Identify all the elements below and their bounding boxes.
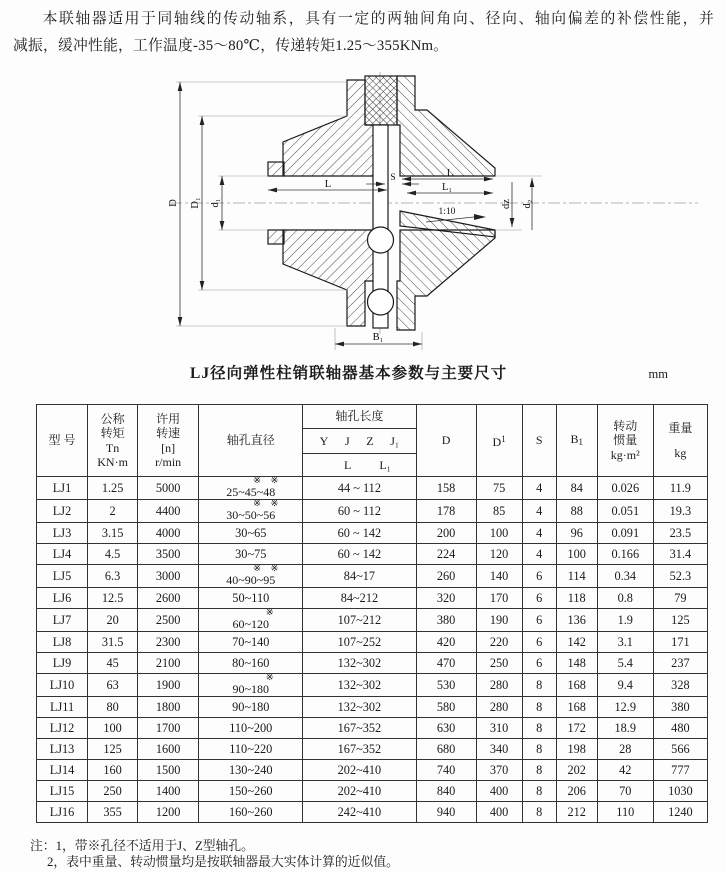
asterisk-markers: ※ ※: [253, 476, 279, 486]
cell-B1: 88: [556, 500, 597, 523]
header-speed-line: r/min: [155, 455, 182, 469]
cell-inertia: 110: [597, 802, 653, 823]
cell-B1: 118: [556, 588, 597, 609]
footnotes: [30, 839, 399, 870]
bore-dim-L1: L₁: [379, 457, 391, 472]
header-inertia-line: 惯量: [613, 433, 638, 448]
cell-speed: 1900: [138, 674, 199, 697]
cell-S: 6: [522, 565, 556, 588]
cell-weight: 19.3: [653, 500, 707, 523]
cell-D: 380: [416, 609, 476, 632]
cell-model: LJ10: [37, 674, 88, 697]
cell-bore-diameter: 80~160: [199, 653, 303, 674]
cell-B1: 114: [556, 565, 597, 588]
asterisk-markers: ※: [265, 673, 274, 683]
table-row: [37, 544, 708, 565]
cell-bore-length: 242~410: [303, 802, 416, 823]
cell-S: 8: [522, 739, 556, 760]
header-bore-length-dims: [303, 454, 416, 477]
cell-D: 580: [416, 697, 476, 718]
bore-type-J: J: [344, 433, 350, 448]
cell-S: 6: [522, 632, 556, 653]
cell-weight: 328: [653, 674, 707, 697]
bore-diameter-value: 90~180: [232, 682, 270, 696]
cell-model: LJ13: [37, 739, 88, 760]
left-hub-lower: [268, 230, 284, 244]
header-torque-line: 转矩: [100, 426, 125, 440]
cell-bore-length: 60 ~ 142: [303, 544, 416, 565]
cell-inertia: 0.8: [597, 588, 653, 609]
cell-model: LJ16: [37, 802, 88, 823]
table-header: [37, 405, 708, 477]
cell-inertia: 12.9: [597, 697, 653, 718]
cell-bore-length: 60 ~ 112: [303, 500, 416, 523]
cell-bore-length: 84~17: [303, 565, 416, 588]
dim-label-B1: B₁: [372, 332, 384, 343]
cell-torque: 100: [88, 718, 138, 739]
cell-S: 6: [522, 609, 556, 632]
cell-weight: 79: [653, 588, 707, 609]
cell-speed: 2500: [138, 609, 199, 632]
cell-inertia: 28: [597, 739, 653, 760]
cell-speed: 2600: [138, 588, 199, 609]
cell-D: 530: [416, 674, 476, 697]
cell-torque: 31.5: [88, 632, 138, 653]
pin-bulge-upper: [368, 227, 394, 253]
cell-model: LJ11: [37, 697, 88, 718]
header-weight: [653, 405, 707, 477]
unit-label: mm: [648, 367, 668, 381]
cell-bore-length: 202~410: [303, 781, 416, 802]
cell-inertia: 3.1: [597, 632, 653, 653]
header-D1-base: D: [492, 434, 502, 449]
cell-inertia: 0.34: [597, 565, 653, 588]
intro-line-1: 本联轴器适用于同轴线的传动轴系，具有一定的两轴间角向、径向、轴向偏差的补偿性能，并: [42, 11, 714, 27]
cell-D1: 310: [476, 718, 522, 739]
dim-label-d1: d₁: [210, 198, 221, 208]
header-B1-base: B: [570, 431, 579, 446]
cell-D: 680: [416, 739, 476, 760]
table-row: [37, 653, 708, 674]
dim-label-dz: dz: [501, 199, 512, 209]
cell-torque: 250: [88, 781, 138, 802]
header-bore-diameter: 轴孔直径: [199, 405, 303, 477]
bore-diameter-value: 30~50~56: [226, 508, 276, 522]
table-row: [37, 718, 708, 739]
bore-diameter-value: 60~120: [232, 617, 270, 631]
cell-torque: 4.5: [88, 544, 138, 565]
table-wrapper: [36, 404, 708, 823]
table-row: [37, 523, 708, 544]
cell-bore-diameter: 160~260: [199, 802, 303, 823]
parameters-table: [36, 404, 708, 823]
cell-inertia: 0.091: [597, 523, 653, 544]
table-row: [37, 802, 708, 823]
cell-model: LJ2: [37, 500, 88, 523]
table-body: [37, 477, 708, 823]
cell-torque: 3.15: [88, 523, 138, 544]
cell-weight: 11.9: [653, 477, 707, 500]
cell-model: LJ14: [37, 760, 88, 781]
cell-B1: 142: [556, 632, 597, 653]
cell-D1: 140: [476, 565, 522, 588]
header-D: D: [416, 405, 476, 477]
cell-bore-diameter: [199, 609, 303, 632]
cell-D: 200: [416, 523, 476, 544]
cell-inertia: 9.4: [597, 674, 653, 697]
header-torque-line: Tn: [105, 440, 120, 455]
cell-D1: 220: [476, 632, 522, 653]
table-row: [37, 588, 708, 609]
cell-weight: 480: [653, 718, 707, 739]
table-row: [37, 565, 708, 588]
cell-weight: 777: [653, 760, 707, 781]
cell-B1: 100: [556, 544, 597, 565]
asterisk-markers: ※ ※: [253, 499, 279, 509]
bore-type-Y: Y: [319, 433, 329, 448]
cell-speed: 1400: [138, 781, 199, 802]
cell-D1: 340: [476, 739, 522, 760]
cell-weight: 125: [653, 609, 707, 632]
cell-bore-length: 167~352: [303, 739, 416, 760]
right-flange-upper: [397, 76, 495, 176]
table-row: [37, 500, 708, 523]
cell-bore-diameter: [199, 477, 303, 500]
cell-model: LJ1: [37, 477, 88, 500]
cell-bore-length: 107~252: [303, 632, 416, 653]
cell-D1: 370: [476, 760, 522, 781]
cell-weight: 52.3: [653, 565, 707, 588]
pin-bulge-lower: [368, 289, 394, 315]
cell-speed: 1700: [138, 718, 199, 739]
header-bore-length: 轴孔长度: [303, 405, 416, 429]
table-row: [37, 760, 708, 781]
cell-D1: 280: [476, 697, 522, 718]
coupling-diagram: [150, 70, 710, 363]
cell-bore-diameter: [199, 500, 303, 523]
header-weight-line: 重量: [668, 421, 693, 435]
cell-S: 8: [522, 781, 556, 802]
cell-inertia: 42: [597, 760, 653, 781]
cell-model: LJ7: [37, 609, 88, 632]
cell-D: 224: [416, 544, 476, 565]
cell-bore-diameter: 30~75: [199, 544, 303, 565]
header-torque-line: KN·m: [97, 455, 128, 469]
cell-B1: 168: [556, 674, 597, 697]
cell-D1: 85: [476, 500, 522, 523]
cell-bore-length: 60 ~ 142: [303, 523, 416, 544]
cell-model: LJ6: [37, 588, 88, 609]
header-B1-sub: 1: [578, 436, 583, 447]
cell-S: 8: [522, 674, 556, 697]
cell-speed: 1600: [138, 739, 199, 760]
cell-D1: 75: [476, 477, 522, 500]
header-speed-line: 转速: [156, 426, 181, 440]
cell-B1: 172: [556, 718, 597, 739]
left-hub-upper: [268, 162, 284, 176]
cell-torque: 355: [88, 802, 138, 823]
cell-D1: 400: [476, 781, 522, 802]
cell-speed: 4400: [138, 500, 199, 523]
cell-model: LJ9: [37, 653, 88, 674]
header-D1-sup: 1: [501, 433, 506, 444]
cell-D: 470: [416, 653, 476, 674]
footnote-1: 注：1，带※孔径不适用于J、Z型轴孔。: [30, 839, 254, 853]
cell-B1: 168: [556, 697, 597, 718]
cell-weight: 1240: [653, 802, 707, 823]
cell-bore-diameter: 110~220: [199, 739, 303, 760]
cell-inertia: 18.9: [597, 718, 653, 739]
dim-label-D1: D₁: [190, 197, 201, 209]
cell-D: 178: [416, 500, 476, 523]
coupling-section-drawing: [150, 70, 710, 358]
cell-D: 158: [416, 477, 476, 500]
dim-label-L-right: L: [446, 168, 454, 179]
cell-S: 8: [522, 760, 556, 781]
header-B1: [556, 405, 597, 477]
cell-D1: 280: [476, 674, 522, 697]
cell-weight: 237: [653, 653, 707, 674]
cell-speed: 1200: [138, 802, 199, 823]
table-row: [37, 697, 708, 718]
asterisk-markers: ※ ※: [253, 564, 279, 574]
cell-B1: 202: [556, 760, 597, 781]
dim-label-L1: L₁: [441, 182, 453, 193]
cell-bore-length: 84~212: [303, 588, 416, 609]
bore-dim-L: L: [343, 457, 352, 472]
cell-torque: 45: [88, 653, 138, 674]
cell-S: 8: [522, 718, 556, 739]
cell-D1: 250: [476, 653, 522, 674]
cell-torque: 12.5: [88, 588, 138, 609]
cell-S: 4: [522, 523, 556, 544]
intro-paragraph: [13, 6, 714, 60]
cell-bore-diameter: 30~65: [199, 523, 303, 544]
header-bore-length-types: [303, 429, 416, 454]
cell-D1: 190: [476, 609, 522, 632]
cell-torque: 1.25: [88, 477, 138, 500]
header-speed-line: 许用: [156, 411, 181, 426]
cell-bore-length: 202~410: [303, 760, 416, 781]
bore-diameter-value: 40~90~95: [226, 573, 276, 587]
cell-bore-length: 107~212: [303, 609, 416, 632]
cell-D: 420: [416, 632, 476, 653]
cell-weight: 1030: [653, 781, 707, 802]
table-row: [37, 781, 708, 802]
cell-D: 260: [416, 565, 476, 588]
intro-line-2: 减振，缓冲性能，工作温度-35～80℃，传递转矩1.25～355KNm。: [13, 38, 449, 54]
header-speed-line: [n]: [161, 440, 176, 455]
cell-bore-length: 132~302: [303, 653, 416, 674]
cell-B1: 96: [556, 523, 597, 544]
cell-bore-diameter: [199, 674, 303, 697]
header-S: S: [522, 405, 556, 477]
cell-B1: 212: [556, 802, 597, 823]
cell-speed: 3000: [138, 565, 199, 588]
cell-B1: 148: [556, 653, 597, 674]
dim-label-D: D: [168, 199, 179, 207]
cell-torque: 6.3: [88, 565, 138, 588]
cell-bore-diameter: 90~180: [199, 697, 303, 718]
header-inertia-line: kg·m²: [610, 447, 640, 462]
cell-speed: 4000: [138, 523, 199, 544]
header-model: 型 号: [37, 405, 88, 477]
cell-torque: 63: [88, 674, 138, 697]
cell-bore-length: 167~352: [303, 718, 416, 739]
cell-S: 4: [522, 500, 556, 523]
cell-inertia: 1.9: [597, 609, 653, 632]
taper-arrow: [474, 214, 486, 220]
cell-bore-diameter: [199, 565, 303, 588]
table-title-row: [0, 361, 726, 383]
bore-diameter-value: 25~45~48: [226, 485, 276, 499]
cell-bore-length: 132~302: [303, 697, 416, 718]
asterisk-markers: ※: [265, 608, 274, 618]
table-row: [37, 739, 708, 760]
dim-label-S: S: [390, 173, 396, 183]
cell-model: LJ15: [37, 781, 88, 802]
cell-B1: 136: [556, 609, 597, 632]
cell-inertia: 0.166: [597, 544, 653, 565]
cell-D1: 100: [476, 523, 522, 544]
dim-label-L-left: L: [324, 179, 332, 190]
table-title: LJ径向弹性柱销联轴器基本参数与主要尺寸: [190, 365, 508, 382]
cell-torque: 125: [88, 739, 138, 760]
cell-inertia: 70: [597, 781, 653, 802]
cell-B1: 198: [556, 739, 597, 760]
cell-B1: 206: [556, 781, 597, 802]
cell-model: LJ12: [37, 718, 88, 739]
cell-S: 8: [522, 697, 556, 718]
cell-bore-length: 44 ~ 112: [303, 477, 416, 500]
bore-type-Z: Z: [366, 433, 374, 448]
right-flange-lower: [397, 230, 495, 330]
cell-speed: 2300: [138, 632, 199, 653]
cell-bore-diameter: 70~140: [199, 632, 303, 653]
cell-D1: 400: [476, 802, 522, 823]
cell-model: LJ4: [37, 544, 88, 565]
header-inertia-line: 转动: [613, 418, 638, 433]
cell-inertia: 5.4: [597, 653, 653, 674]
cell-S: 4: [522, 544, 556, 565]
header-weight-line: kg: [674, 445, 687, 460]
cell-D: 940: [416, 802, 476, 823]
cell-D: 740: [416, 760, 476, 781]
cell-torque: 80: [88, 697, 138, 718]
header-torque: [88, 405, 138, 477]
cell-B1: 84: [556, 477, 597, 500]
header-torque-line: 公称: [100, 411, 125, 426]
table-row: [37, 609, 708, 632]
bore-type-J1: J₁: [390, 433, 400, 448]
header-inertia: [597, 405, 653, 477]
cell-D: 630: [416, 718, 476, 739]
cell-weight: 31.4: [653, 544, 707, 565]
cell-inertia: 0.051: [597, 500, 653, 523]
cell-S: 6: [522, 653, 556, 674]
cell-model: LJ8: [37, 632, 88, 653]
cell-torque: 2: [88, 500, 138, 523]
cell-S: 6: [522, 588, 556, 609]
cell-bore-diameter: 50~110: [199, 588, 303, 609]
cell-torque: 20: [88, 609, 138, 632]
footnote-2: 2，表中重量、转动惯量均是按联轴器最大实体计算的近似值。: [47, 854, 399, 869]
cell-speed: 5000: [138, 477, 199, 500]
dim-label-d2: d₂: [522, 199, 533, 209]
cell-speed: 3500: [138, 544, 199, 565]
table-row: [37, 477, 708, 500]
cell-model: LJ5: [37, 565, 88, 588]
cell-weight: 23.5: [653, 523, 707, 544]
cell-bore-length: 132~302: [303, 674, 416, 697]
cell-D1: 170: [476, 588, 522, 609]
cell-torque: 160: [88, 760, 138, 781]
table-row: [37, 674, 708, 697]
cell-speed: 1800: [138, 697, 199, 718]
table-row: [37, 632, 708, 653]
cell-weight: 566: [653, 739, 707, 760]
cell-bore-diameter: 130~240: [199, 760, 303, 781]
cell-D1: 120: [476, 544, 522, 565]
cell-speed: 1500: [138, 760, 199, 781]
cell-bore-diameter: 150~260: [199, 781, 303, 802]
cell-D: 320: [416, 588, 476, 609]
elastic-sleeve: [365, 76, 397, 125]
header-D1: [476, 405, 522, 477]
cell-inertia: 0.026: [597, 477, 653, 500]
cell-D: 840: [416, 781, 476, 802]
cell-weight: 171: [653, 632, 707, 653]
cell-weight: 380: [653, 697, 707, 718]
cell-bore-diameter: 110~200: [199, 718, 303, 739]
taper-label: 1:10: [438, 207, 456, 217]
cell-speed: 2100: [138, 653, 199, 674]
cell-S: 8: [522, 802, 556, 823]
cell-S: 4: [522, 477, 556, 500]
header-speed: [138, 405, 199, 477]
cell-model: LJ3: [37, 523, 88, 544]
